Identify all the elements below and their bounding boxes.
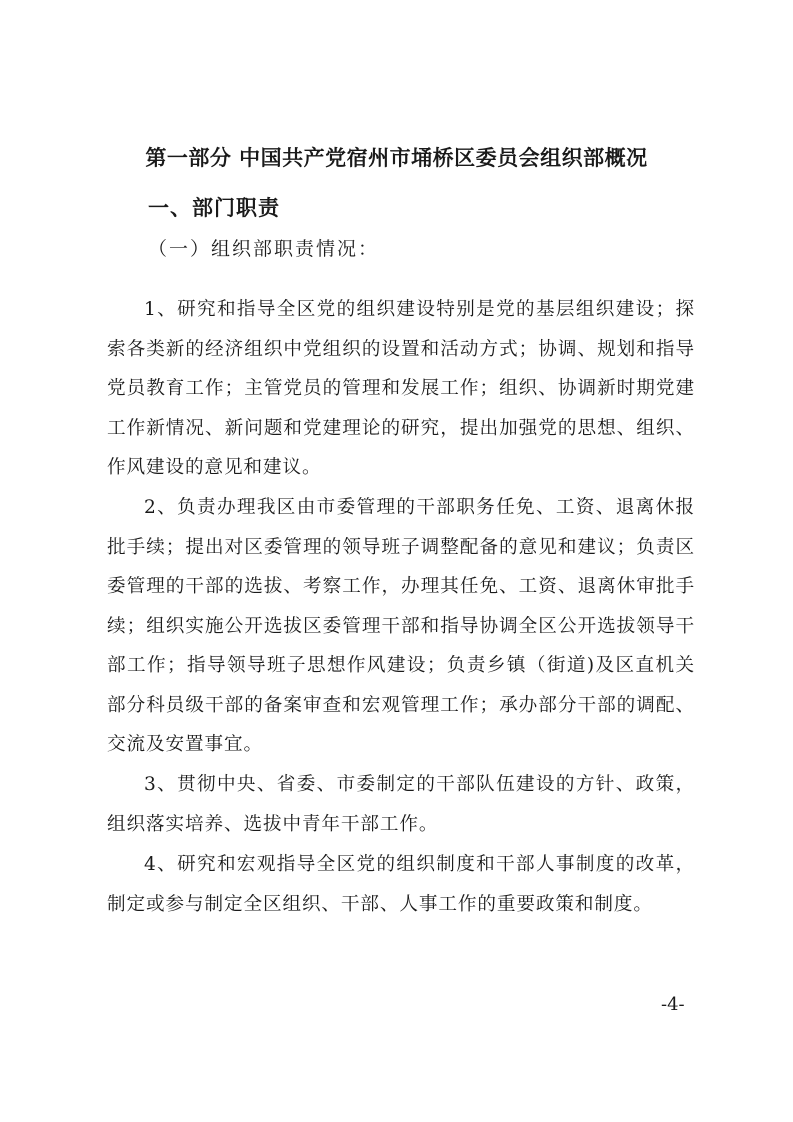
paragraph-3: 3、贯彻中央、省委、市委制定的干部队伍建设的方针、政策，组织落实培养、选拔中青年干部工作。 (107, 774, 695, 835)
sub-heading: （一）组织部职责情况： (148, 238, 380, 260)
paragraph-4: 4、研究和宏观指导全区党的组织制度和干部人事制度的改革，制定或参与制定全区组织、干部、人事工作的重要政策和制度。 (107, 854, 695, 915)
paragraph-1: 1、研究和指导全区党的组织建设特别是党的基层组织建设；探索各类新的经济组织中党组织的设置和活动方式；协调、规划和指导党员教育工作；主管党员的管理和发展工作；组织、协调新时期党建工作新情况、新问题和党建理论的研究，提出加强党的思想、组织、作风建设的意见和建议。 (107, 299, 695, 478)
page-title: 第一部分 中国共产党宿州市埇桥区委员会组织部概况 (145, 146, 648, 170)
page-number: -4- (661, 994, 685, 1015)
paragraph-2: 2、负责办理我区由市委管理的干部职务任免、工资、退离休报批手续；提出对区委管理的领导班子调整配备的意见和建议；负责区委管理的干部的选拔、考察工作，办理其任免、工资、退离休审批手续；组织实施公开选拔区委管理干部和指导协调全区公开选拔领导干部工作；指导领导班子思想作风建设；负责乡镇（街道)及区直机关部分科员级干部的备案审查和宏观管理工作；承办部分干部的调配、交流及安置事宜。 (107, 497, 695, 755)
section-heading: 一、部门职责 (148, 196, 280, 220)
